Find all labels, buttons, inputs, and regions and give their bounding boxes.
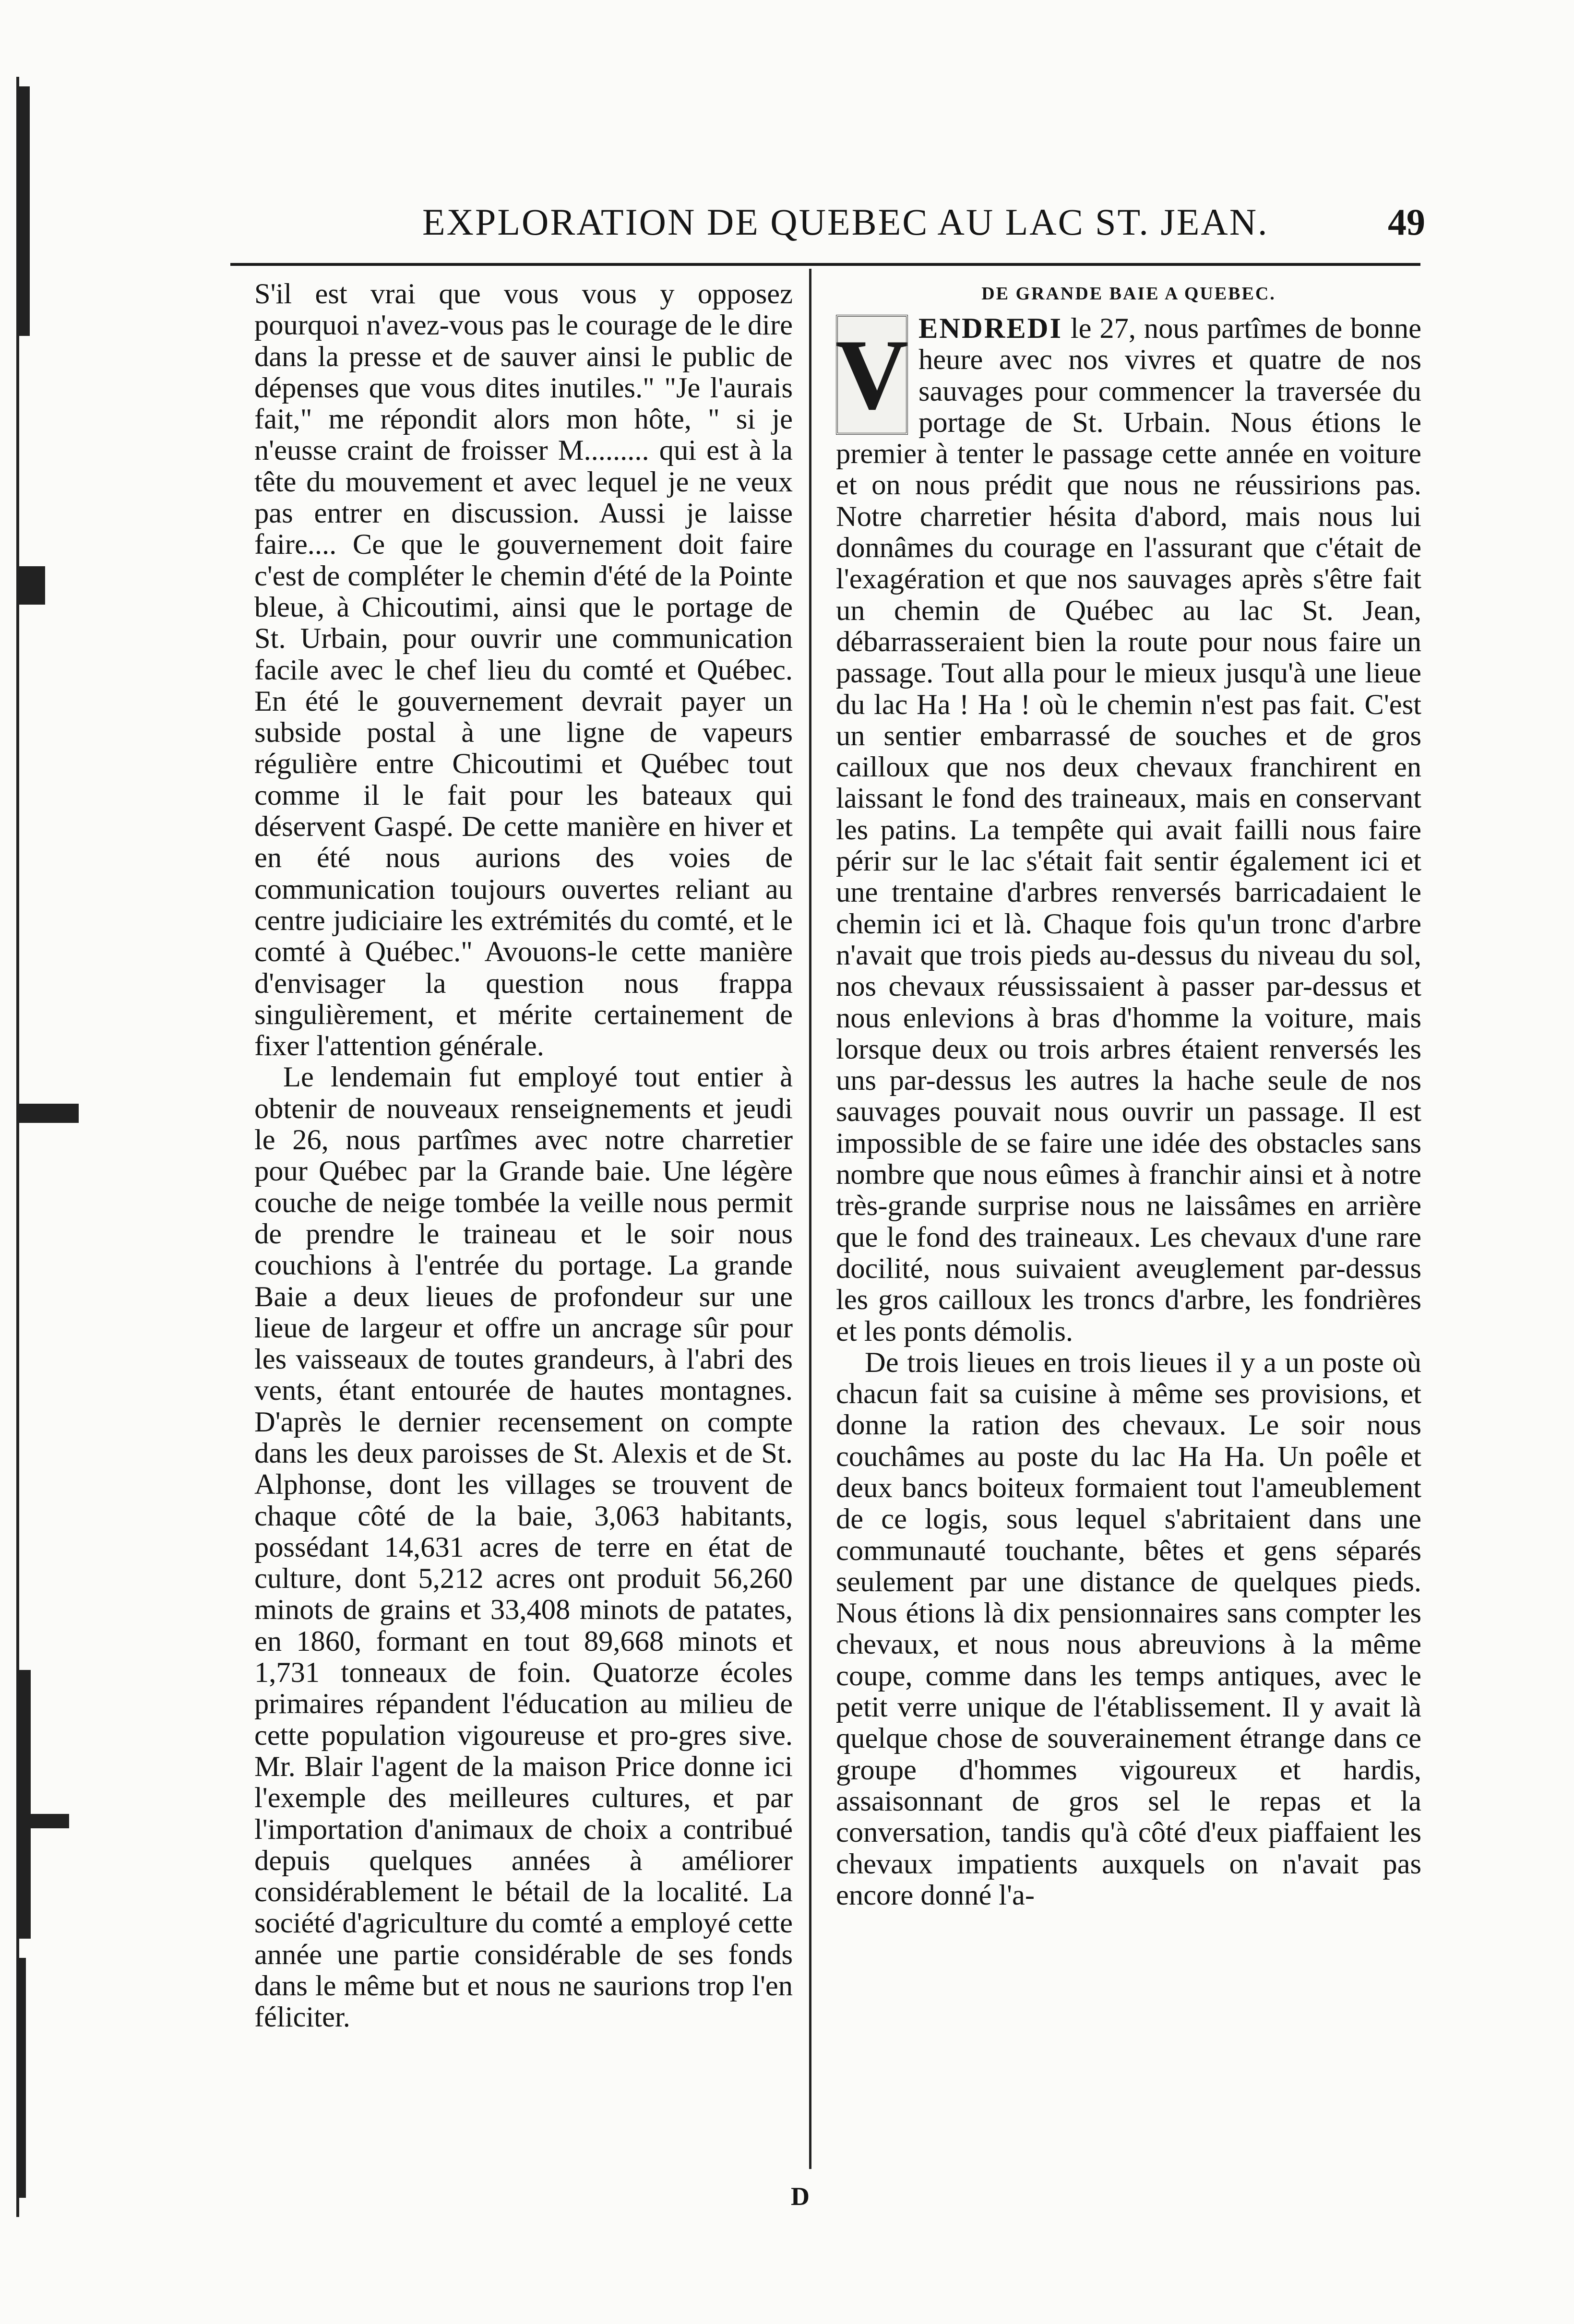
drop-cap-letter: V — [835, 319, 908, 430]
binding-mark — [16, 1814, 69, 1828]
drop-cap — [836, 315, 908, 435]
binding-mark — [16, 1958, 26, 2198]
paragraph — [836, 313, 1421, 1347]
header-rule — [230, 263, 1420, 266]
binding-mark — [16, 1104, 79, 1123]
signature-mark: D — [791, 2182, 810, 2211]
page-header — [240, 201, 1425, 253]
column-divider — [809, 269, 811, 2169]
binding-mark — [16, 566, 45, 605]
running-title: EXPLORATION DE QUEBEC AU LAC ST. JEAN. — [422, 201, 1269, 243]
left-column — [254, 278, 793, 2033]
section-title: DE GRANDE BAIE A QUEBEC. — [981, 284, 1276, 304]
page-number: 49 — [1388, 201, 1425, 243]
paragraph: De trois lieues en trois lieues il y a un poste où chacun fait sa cuisine à même ses provisions, et donne la ration des chevaux. Le soir nous couchâmes au poste du lac Ha Ha. Un poêle et deux bancs boiteux formaient tout l'ameublement de ce logis, sous lequel s'abritaient dans une communauté touchante, bêtes et gens séparés seulement par une distance de quelques pieds. Nous étions là dix pensionnaires sans compter les chevaux, et nous nous abreuvions à la même coupe, comme dans les temps antiques, avec le petit verre unique de l'établissement. Il y avait là quelque chose de souverainement étrange dans ce groupe d'hommes vigoureux et hardis, assaisonnant de gros sel le repas et la conversation, tandis qu'à côté d'eux piaffaient les chevaux impatients auxquels on n'avait pas encore donné l'a- — [836, 1346, 1421, 1911]
lead-word: ENDREDI — [918, 312, 1063, 345]
binding-mark — [16, 86, 30, 336]
paragraph: S'il est vrai que vous vous y opposez pourquoi n'avez-vous pas le courage de le dire dans la presse et de sauver ainsi le public de dépenses que vous dites inutiles." "Je l'aurais fait," me répondit alors mon hôte, " si je n'eusse craint de froisser M......... qui est à la tête du mouvement et avec lequel je ne veux pas entrer en discussion. Aussi je laisse faire.... Ce que le gouvernement doit faire c'est de compléter le chemin d'été de la Pointe bleue, à Chicoutimi, ainsi que le portage de St. Urbain, pour ouvrir une communication facile avec le chef lieu du comté et Québec. En été le gouvernement devrait payer un subside postal à une ligne de vapeurs régulière entre Chicoutimi et Québec tout comme il le fait pour les bateaux qui déservent Gaspé. De cette manière en hiver et en été nous aurions des voies de communication toujours ouvertes reliant au centre judiciaire les extrémités du comté, et le comté à Québec." Avouons-le cette manière d'envisager la question nous frappa singulièrement, et mérite certainement de fixer l'attention générale. — [254, 278, 793, 1062]
binding-mark — [16, 1670, 31, 1939]
right-column — [836, 278, 1421, 1911]
paragraph: Le lendemain fut employé tout entier à obtenir de nouveaux renseignements et jeudi le 26, nous partîmes avec notre charretier pour Québec par la Grande baie. Une légère couche de neige tombée la veille nous permit de prendre le traineau et le soir nous couchions à l'entrée du portage. La grande Baie a deux lieues de profondeur sur une lieue de largeur et offre un ancrage sûr pour les vaisseaux de toutes grandeurs, à l'abri des vents, étant entourée de hautes montagnes. D'après le dernier recensement on compte dans les deux paroisses de St. Alexis et de St. Alphonse, dont les villages se trouvent de chaque côté de la baie, 3,063 habitants, possédant 14,631 acres de terre en état de culture, dont 5,212 acres ont produit 56,260 minots de grains et 33,408 minots de patates, en 1860, formant en tout 89,668 minots et 1,731 tonneaux de foin. Quatorze écoles primaires répandent l'éducation au milieu de cette population vigoureuse et pro-gres sive. Mr. Blair l'agent de la maison Price donne ici l'exemple des meilleures cultures, et par l'importation d'animaux de choix a contribué depuis quelques années à améliorer considérablement le bétail de la localité. La société d'agriculture du comté a employé cette année une partie considérable de ses fonds dans le même but et nous ne saurions trop l'en féliciter. — [254, 1061, 793, 2034]
paragraph-text: le 27, nous partîmes de bonne heure avec nos vivres et quatre de nos sauvages pour commencer la traversée du portage de St. Urbain. Nous étions le premier à tenter le passage cette année en voiture et on nous prédit que nous ne réussirions pas. Notre charretier hésita d'abord, mais nous lui donnâmes du courage en l'assurant que c'était de l'exagération et que nos sauvages après s'être fait un chemin de Québec au lac St. Jean, débarrasseraient bien la route pour nous faire un passage. Tout alla pour le mieux jusqu'à une lieue du lac Ha ! Ha ! où le chemin n'est pas fait. C'est un sentier embarrassé de souches et de gros cailloux que nos deux chevaux franchirent en laissant le fond des traineaux, mais en conservant les patins. La tempête qui avait failli nous faire périr sur le lac s'était fait sentir également ici et une trentaine d'arbres renversés barricadaient le chemin ici et là. Chaque fois qu'un tronc d'arbre n'avait que trois pieds au-dessus du niveau du sol, nos chevaux réussissaient à passer par-dessus et nous enlevions à bras d'homme la voiture, mais lorsque deux ou trois arbres étaient renversés les uns par-dessus les autres la hache seule de nos sauvages pouvait nous ouvrir un passage. Il est impossible de se faire une idée des obstacles sans nombre que nous eûmes à franchir ainsi et à notre très-grande surprise nous ne laissâmes en arrière que le fond des traineaux. Les chevaux d'une rare docilité, nous suivaient aveuglement par-dessus les gros cailloux les troncs d'arbre, les fondrières et les ponts démolis. — [836, 312, 1421, 1347]
